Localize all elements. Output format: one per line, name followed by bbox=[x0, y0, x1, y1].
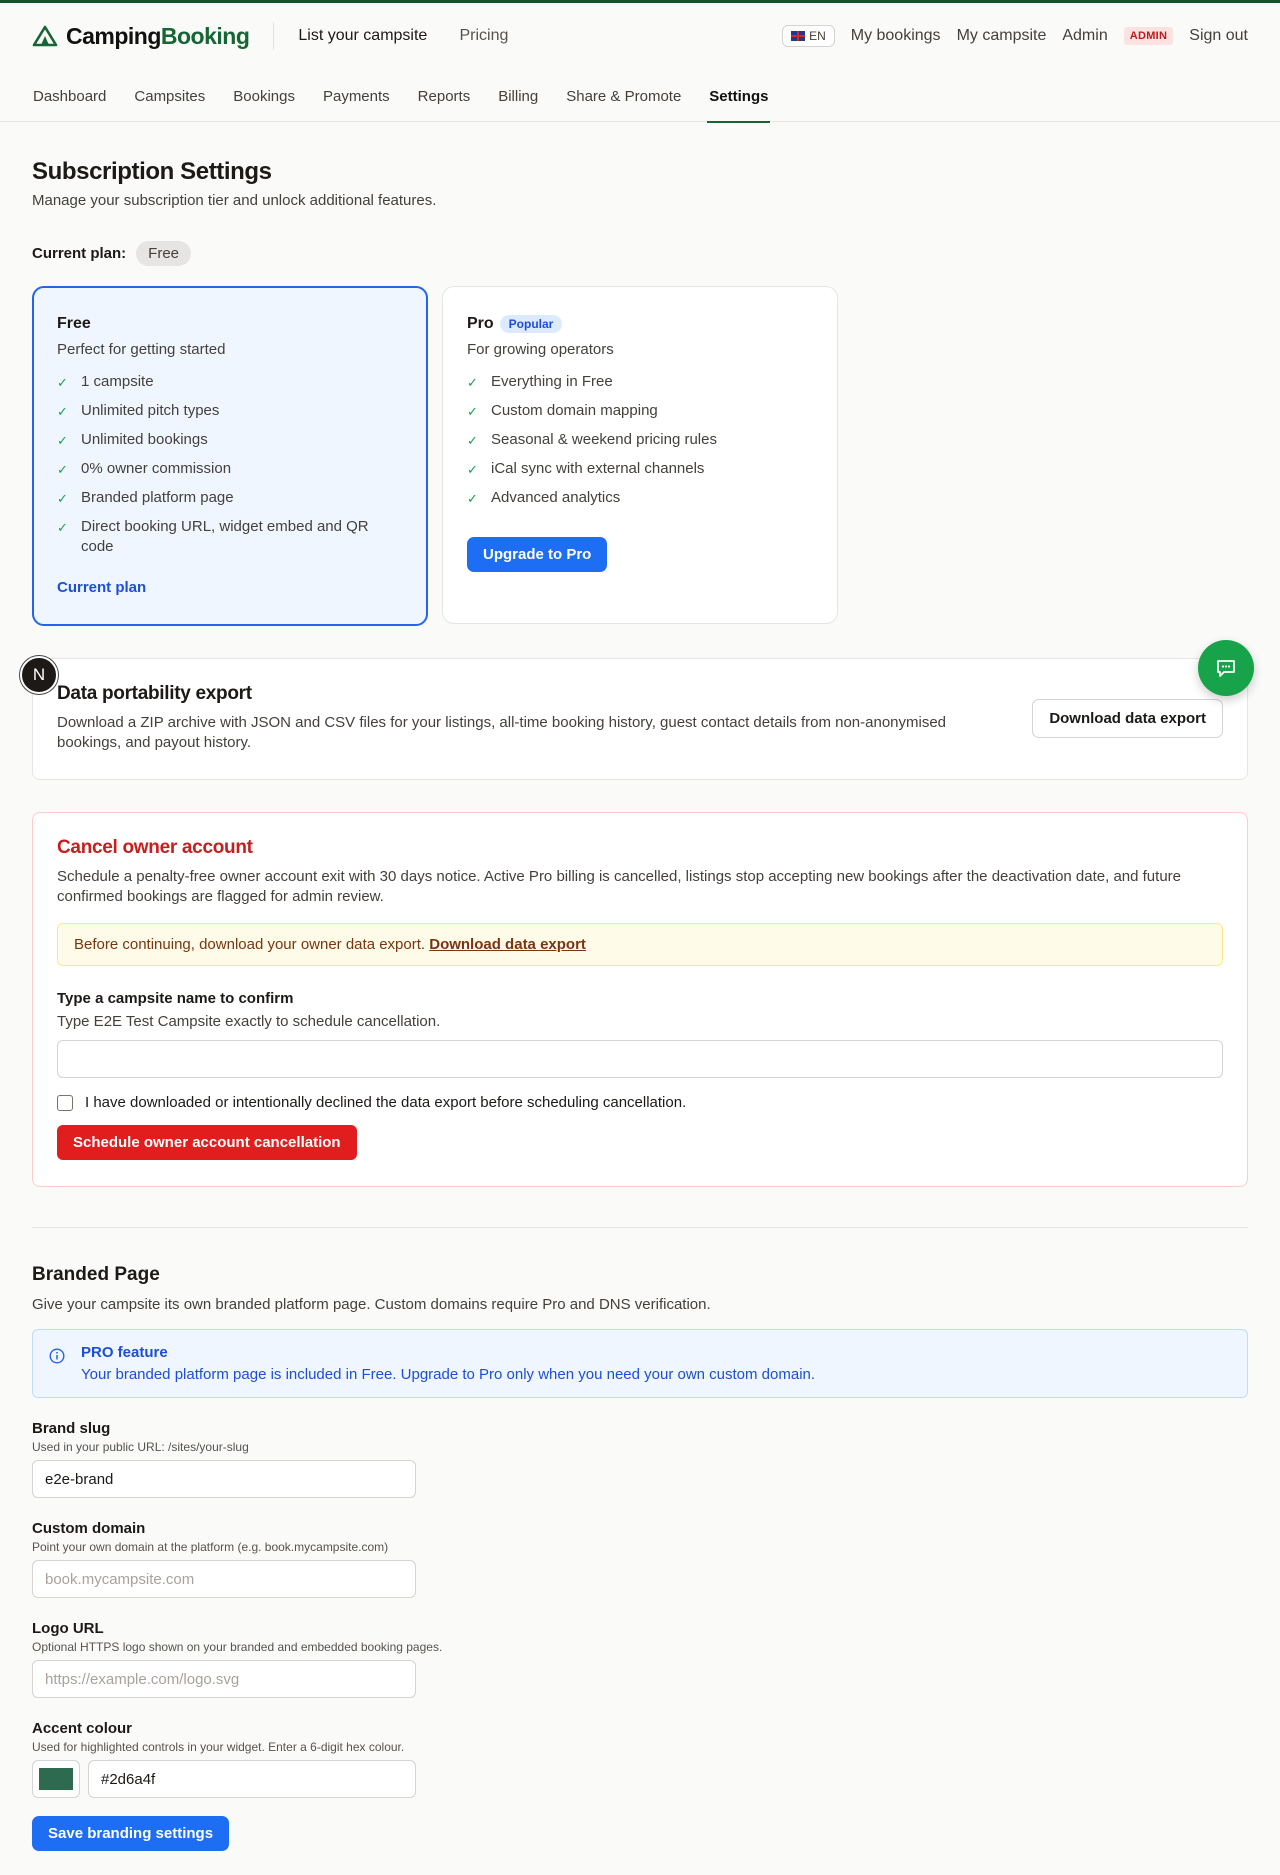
branded-page-subtitle: Give your campsite its own branded platform page. Custom domains require Pro and DNS verification. bbox=[32, 1296, 711, 1313]
confirm-label: Type a campsite name to confirm bbox=[57, 990, 294, 1007]
tab-payments[interactable]: Payments bbox=[322, 88, 390, 105]
settings-content bbox=[32, 122, 1248, 1851]
dev-tools-badge[interactable]: N bbox=[20, 656, 58, 694]
export-description: Download a ZIP archive with JSON and CSV files for your listings, all-time booking history, guest contact details from non-anonymised bookings, and payout history. bbox=[57, 714, 947, 751]
pricing-link[interactable]: Pricing bbox=[459, 27, 509, 44]
page-title: Subscription Settings bbox=[32, 158, 272, 185]
check-icon: ✓ bbox=[57, 404, 68, 419]
section-divider bbox=[32, 1227, 1248, 1228]
plan-tagline: Perfect for getting started bbox=[57, 341, 226, 358]
info-title: PRO feature bbox=[81, 1344, 168, 1361]
check-icon: ✓ bbox=[467, 462, 478, 477]
cancel-description: Schedule a penalty-free owner account exit with 30 days notice. Active Pro billing is cancelled, listings stop accepting new bookings after the deactivation date, and future confirmed bookings are flagged for admin review. bbox=[57, 868, 1181, 905]
export-title: Data portability export bbox=[57, 683, 252, 704]
custom-domain-help: Point your own domain at the platform (e.g. book.mycampsite.com) bbox=[32, 1540, 389, 1554]
accent-colour-row bbox=[32, 1760, 1248, 1798]
sign-out-link[interactable]: Sign out bbox=[1189, 27, 1248, 44]
popular-badge: Popular bbox=[500, 315, 563, 333]
brand-slug-field bbox=[32, 1420, 1248, 1498]
campsite-name-confirm-input[interactable] bbox=[57, 1040, 1223, 1078]
branded-page-title: Branded Page bbox=[32, 1264, 160, 1285]
list-campsite-link[interactable]: List your campsite bbox=[298, 27, 428, 44]
feature-list bbox=[467, 372, 813, 509]
brand-slug-help: Used in your public URL: /sites/your-slug bbox=[32, 1440, 249, 1454]
page-subtitle: Manage your subscription tier and unlock additional features. bbox=[32, 192, 437, 209]
check-icon: ✓ bbox=[57, 491, 68, 506]
uk-flag-icon bbox=[791, 31, 805, 41]
custom-domain-input[interactable] bbox=[32, 1560, 416, 1598]
list-item: ✓ Custom domain mapping bbox=[467, 401, 813, 422]
top-nav bbox=[298, 27, 536, 45]
current-plan-badge: Free bbox=[136, 241, 191, 266]
top-header bbox=[0, 3, 1280, 69]
info-description: Your branded platform page is included in Free. Upgrade to Pro only when you need your own custom domain. bbox=[81, 1366, 816, 1383]
my-campsite-link[interactable]: My campsite bbox=[956, 27, 1047, 44]
check-icon: ✓ bbox=[467, 404, 478, 419]
export-ack-checkbox[interactable] bbox=[57, 1095, 73, 1111]
current-plan-row bbox=[32, 241, 1248, 266]
list-item: ✓ Everything in Free bbox=[467, 372, 813, 393]
list-item: ✓ Direct booking URL, widget embed and QR code bbox=[57, 518, 369, 555]
chat-button[interactable] bbox=[1198, 640, 1254, 696]
save-branding-button[interactable]: Save branding settings bbox=[32, 1816, 229, 1851]
current-plan-label: Current plan: bbox=[32, 245, 127, 262]
brand-slug-input[interactable] bbox=[32, 1460, 416, 1498]
notice-download-link[interactable]: Download data export bbox=[429, 936, 586, 953]
list-item: ✓ 1 campsite bbox=[57, 372, 403, 393]
list-item: ✓ Unlimited bookings bbox=[57, 430, 403, 451]
custom-domain-field bbox=[32, 1520, 1248, 1598]
admin-link[interactable]: Admin bbox=[1062, 27, 1108, 44]
list-item: ✓ Advanced analytics bbox=[467, 488, 813, 509]
plan-card-free bbox=[32, 286, 428, 626]
logo-url-help: Optional HTTPS logo shown on your branded and embedded booking pages. bbox=[32, 1640, 443, 1654]
confirm-help: Type E2E Test Campsite exactly to schedule cancellation. bbox=[57, 1013, 441, 1030]
check-icon: ✓ bbox=[467, 491, 478, 506]
plan-tagline: For growing operators bbox=[467, 341, 614, 358]
logo-url-label: Logo URL bbox=[32, 1620, 104, 1637]
accent-colour-swatch bbox=[39, 1768, 73, 1790]
feature-list bbox=[57, 372, 403, 557]
custom-domain-label: Custom domain bbox=[32, 1520, 146, 1537]
data-export-panel bbox=[32, 658, 1248, 780]
plan-name: Free bbox=[57, 315, 91, 332]
schedule-cancellation-button[interactable]: Schedule owner account cancellation bbox=[57, 1125, 357, 1160]
plan-name-row bbox=[467, 315, 813, 333]
header-divider bbox=[273, 22, 274, 50]
branded-page-section bbox=[32, 1264, 1248, 1851]
accent-colour-field bbox=[32, 1720, 1248, 1798]
check-icon: ✓ bbox=[467, 375, 478, 390]
export-ack-label: I have downloaded or intentionally declined the data export before scheduling cancellation. bbox=[85, 1094, 687, 1111]
export-text bbox=[57, 683, 1008, 753]
language-selector[interactable] bbox=[782, 25, 835, 47]
admin-badge: ADMIN bbox=[1124, 27, 1174, 45]
my-bookings-link[interactable]: My bookings bbox=[850, 27, 941, 44]
plan-cards bbox=[32, 286, 1248, 626]
logo-url-field bbox=[32, 1620, 1248, 1698]
export-warning-notice bbox=[57, 923, 1223, 966]
plan-name: Pro bbox=[467, 315, 494, 332]
tab-bookings[interactable]: Bookings bbox=[233, 88, 295, 105]
accent-colour-hex-input[interactable] bbox=[88, 1760, 416, 1798]
info-icon bbox=[49, 1348, 65, 1364]
upgrade-to-pro-button[interactable]: Upgrade to Pro bbox=[467, 537, 607, 572]
tab-dashboard[interactable]: Dashboard bbox=[33, 88, 107, 105]
check-icon: ✓ bbox=[57, 433, 68, 448]
language-code: EN bbox=[809, 29, 826, 43]
brand-name: CampingBooking bbox=[66, 22, 250, 49]
export-ack-row bbox=[57, 1094, 1223, 1111]
tab-reports[interactable]: Reports bbox=[417, 88, 471, 105]
accent-colour-label: Accent colour bbox=[32, 1720, 133, 1737]
accent-colour-picker[interactable] bbox=[32, 1760, 80, 1798]
list-item: ✓ Branded platform page bbox=[57, 488, 403, 509]
accent-colour-help: Used for highlighted controls in your widget. Enter a 6-digit hex colour. bbox=[32, 1740, 405, 1754]
tab-campsites[interactable]: Campsites bbox=[134, 88, 206, 105]
check-icon: ✓ bbox=[57, 462, 68, 477]
cancel-account-panel bbox=[32, 812, 1248, 1187]
list-item: ✓ Unlimited pitch types bbox=[57, 401, 403, 422]
download-data-export-button[interactable]: Download data export bbox=[1032, 699, 1223, 738]
tab-billing[interactable]: Billing bbox=[498, 88, 539, 105]
user-nav bbox=[782, 25, 1248, 47]
logo-url-input[interactable] bbox=[32, 1660, 416, 1698]
plan-card-pro bbox=[442, 286, 838, 624]
check-icon: ✓ bbox=[57, 375, 68, 390]
tab-settings[interactable]: Settings bbox=[709, 70, 768, 122]
logo[interactable] bbox=[32, 23, 249, 50]
brand-slug-label: Brand slug bbox=[32, 1420, 111, 1437]
check-icon: ✓ bbox=[467, 433, 478, 448]
list-item: ✓ Seasonal & weekend pricing rules bbox=[467, 430, 813, 451]
current-plan-indicator: Current plan bbox=[57, 579, 147, 596]
owner-tabs bbox=[0, 70, 1280, 122]
tab-share-promote[interactable]: Share & Promote bbox=[566, 88, 682, 105]
list-item: ✓ 0% owner commission bbox=[57, 459, 403, 480]
chat-icon bbox=[1215, 657, 1237, 679]
notice-text: Before continuing, download your owner data export. bbox=[74, 936, 426, 953]
tent-icon bbox=[32, 25, 58, 47]
check-icon: ✓ bbox=[57, 520, 68, 535]
cancel-title: Cancel owner account bbox=[57, 837, 253, 858]
pro-feature-info bbox=[32, 1329, 1248, 1398]
list-item: ✓ iCal sync with external channels bbox=[467, 459, 813, 480]
